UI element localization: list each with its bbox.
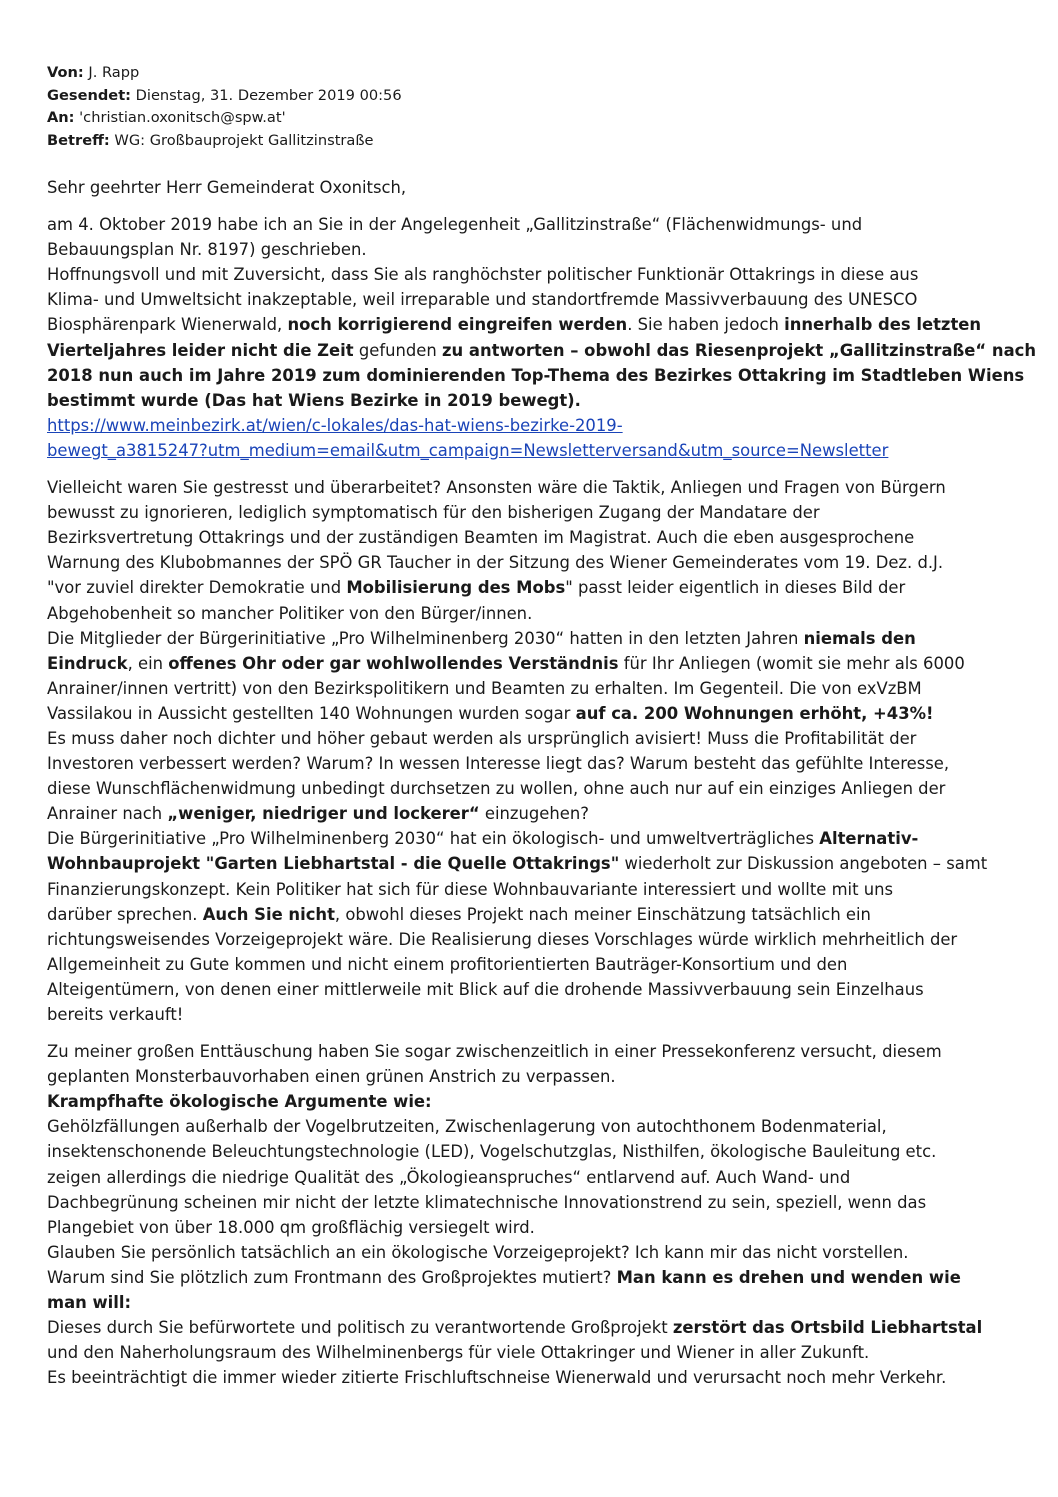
article-link[interactable] (47, 416, 888, 460)
text-line: Es beeinträchtigt die immer wieder zitierte Frischluftschneise Wienerwald und verursacht noch mehr Verkehr. (47, 1368, 947, 1388)
text-line: zeigen allerdings die niedrige Qualität des „Ökologieanspruches“ entlarvend auf. Auch Wand- und (47, 1167, 851, 1187)
text-line: bewusst zu ignorieren, lediglich symptomatisch für den bisherigen Zugang der Mandatare der (47, 503, 820, 523)
bold-text: „weniger, niedriger und lockerer“ (167, 804, 480, 824)
bold-text: man will: (47, 1293, 132, 1313)
text-line: " passt leider eigentlich in dieses Bild der (565, 578, 906, 598)
sent-row (47, 85, 402, 108)
text-line: Dieses durch Sie befürwortete und politisch zu verantwortende Großprojekt (47, 1318, 673, 1338)
bold-text: Krampfhafte ökologische Argumente wie: (47, 1092, 432, 1112)
text-line: , ein (127, 653, 169, 673)
text-line: einzugehen? (479, 804, 589, 824)
bold-text: Vierteljahres leider nicht die Zeit (47, 340, 354, 360)
text-line: und den Naherholungsraum des Wilhelminenbergs für viele Ottakringer und Wiener in aller Zukunft. (47, 1343, 870, 1363)
letter-body (47, 175, 1047, 1390)
text-line: insektenschonende Beleuchtungstechnologie (LED), Vogelschutzglas, Nisthilfen, ökologische Bauleitung etc. (47, 1142, 937, 1162)
text-line: Es muss daher noch dichter und höher gebaut werden als ursprünglich avisiert! Muss die Profitabilität der (47, 728, 917, 748)
text-line: geplanten Monsterbauvorhaben einen grünen Anstrich zu verpassen. (47, 1067, 616, 1087)
text-line: Hoffnungsvoll und mit Zuversicht, dass Sie als ranghöchster politischer Funktionär Ottakrings in diese aus (47, 265, 919, 285)
text-line: . Sie haben jedoch (627, 315, 785, 335)
text-line: Gehölzfällungen außerhalb der Vogelbrutzeiten, Zwischenlagerung von autochthonem Bodenmaterial, (47, 1117, 887, 1137)
subject-label: Betreff: (47, 131, 110, 149)
text-line: am 4. Oktober 2019 habe ich an Sie in der Angelegenheit „Gallitzinstraße“ (Flächenwidmungs- und (47, 215, 863, 235)
text-line: wiederholt zur Diskussion angeboten – samt (619, 854, 988, 874)
subject-row (47, 130, 402, 153)
to-label: An: (47, 109, 75, 126)
bold-text: Wohnbauprojekt "Garten Liebhartstal - die Quelle Ottakrings" (47, 854, 620, 874)
text-line: Allgemeinheit zu Gute kommen und nicht einem profitorientierten Bauträger-Konsortium und den (47, 954, 848, 974)
text-line: Abgehobenheit so mancher Politiker von den Bürger/innen. (47, 603, 533, 623)
text-line: , obwohl dieses Projekt nach meiner Einschätzung tatsächlich ein (334, 904, 871, 924)
text-line: Glauben Sie persönlich tatsächlich an ein ökologische Vorzeigeprojekt? Ich kann mir das nicht vorstellen. (47, 1242, 909, 1262)
bold-text: Man kann es drehen und wenden wie (616, 1267, 961, 1287)
salutation: Sehr geehrter Herr Gemeinderat Oxonitsch, (47, 178, 407, 197)
text-line: Biosphärenpark Wienerwald, (47, 315, 288, 335)
bold-text: offenes Ohr oder gar wohlwollendes Verständnis (168, 653, 619, 673)
from-value: J. Rapp (88, 64, 140, 81)
text-line: Alteigentümern, von denen einer mittlerweile mit Blick auf die drohende Massivverbauung sein Einzelhaus (47, 979, 924, 999)
bold-text: Mobilisierung des Mobs (346, 578, 566, 598)
bold-text: Alternativ- (819, 829, 919, 849)
bold-text: bestimmt wurde (Das hat Wiens Bezirke in 2019 bewegt). (47, 390, 581, 410)
text-line: diese Wunschflächenwidmung unbedingt durchsetzen zu wollen, ohne auch nur auf ein einziges Anliegen der (47, 779, 946, 799)
bold-text: innerhalb des letzten (784, 315, 982, 335)
bold-text: Eindruck (47, 653, 128, 673)
text-line: Bezirksvertretung Ottakrings und der zuständigen Beamten im Magistrat. Auch die eben ausgesprochene (47, 528, 915, 548)
text-line: Die Bürgerinitiative „Pro Wilhelminenberg 2030“ hat ein ökologisch- und umweltverträgliches (47, 829, 820, 849)
text-line: Finanzierungskonzept. Kein Politiker hat sich für diese Wohnbauvariante interessiert und wollte mit uns (47, 879, 894, 899)
text-line: Investoren verbessert werden? Warum? In wessen Interesse liegt das? Warum besteht das gefühlte Interesse, (47, 754, 950, 774)
text-line: Dachbegrünung scheinen mir nicht der letzte klimatechnische Innovationstrend zu sein, speziell, wenn das (47, 1192, 927, 1212)
from-label: Von: (47, 64, 84, 81)
text-line: Anrainer/innen vertritt) von den Bezirkspolitikern und Beamten zu erhalten. Im Gegenteil. Die von exVzBM (47, 678, 922, 698)
paragraph-1 (47, 212, 1047, 463)
text-line: Warum sind Sie plötzlich zum Frontmann des Großprojektes mutiert? (47, 1267, 617, 1287)
bold-text: auf ca. 200 Wohnungen erhöht, +43%! (575, 703, 934, 723)
email-header (47, 62, 402, 152)
text-line: Plangebiet von über 18.000 qm großflächig versiegelt wird. (47, 1217, 535, 1237)
sent-label: Gesendet: (47, 86, 132, 104)
from-row (47, 62, 402, 85)
text-line: Die Mitglieder der Bürgerinitiative „Pro Wilhelminenberg 2030“ hatten in den letzten Jahren (47, 628, 804, 648)
text-line: Anrainer nach (47, 804, 168, 824)
bold-text: niemals den (803, 628, 916, 648)
paragraph-3 (47, 1039, 1047, 1390)
subject-value: WG: Großbauprojekt Gallitzinstraße (114, 131, 374, 149)
text-line: bereits verkauft! (47, 1005, 184, 1024)
text-line: Klima- und Umweltsicht inakzeptable, weil irreparable und standortfremde Massivverbauung des UNESCO (47, 290, 918, 310)
bold-text: 2018 nun auch im Jahre 2019 zum dominierenden Top-Thema des Bezirkes Ottakring im Stadtleben Wiens (47, 365, 1025, 385)
bold-text: Auch Sie nicht (202, 904, 335, 924)
link-line[interactable]: bewegt_a3815247?utm_medium=email&utm_campaign=Newsletterversand&utm_source=Newsletter (47, 440, 889, 460)
to-value: 'christian.oxonitsch@spw.at' (79, 109, 286, 126)
text-line: gefunden (353, 340, 442, 360)
sent-value: Dienstag, 31. Dezember 2019 00:56 (135, 86, 402, 104)
text-line: darüber sprechen. (47, 904, 203, 924)
text-line: "vor zuviel direkter Demokratie und (47, 578, 347, 598)
text-line: Warnung des Klubobmannes der SPÖ GR Taucher in der Sitzung des Wiener Gemeinderates vom 19. Dez. d.J. (47, 553, 944, 573)
link-line[interactable]: https://www.meinbezirk.at/wien/c-lokales/das-hat-wiens-bezirke-2019- (47, 415, 623, 435)
to-row (47, 107, 402, 130)
text-line: Zu meiner großen Enttäuschung haben Sie sogar zwischenzeitlich in einer Pressekonferenz versucht, diesem (47, 1042, 942, 1062)
text-line: für Ihr Anliegen (womit sie mehr als 6000 (618, 653, 965, 673)
paragraph-2 (47, 475, 1047, 1027)
text-line: Bebauungsplan Nr. 8197) geschrieben. (47, 240, 367, 260)
text-line: Vassilakou in Aussicht gestellten 140 Wohnungen wurden sogar (47, 703, 576, 723)
bold-text: zerstört das Ortsbild Liebhartstal (672, 1318, 983, 1338)
text-line: richtungsweisendes Vorzeigeprojekt wäre. Die Realisierung dieses Vorschlages würde wirklich mehrheitlich der (47, 929, 958, 949)
bold-text: zu antworten – obwohl das Riesenprojekt „Gallitzinstraße“ nach (441, 340, 1037, 360)
text-line: Vielleicht waren Sie gestresst und überarbeitet? Ansonsten wäre die Taktik, Anliegen und Fragen von Bürgern (47, 478, 946, 498)
bold-text: noch korrigierend eingreifen werden (287, 315, 628, 335)
